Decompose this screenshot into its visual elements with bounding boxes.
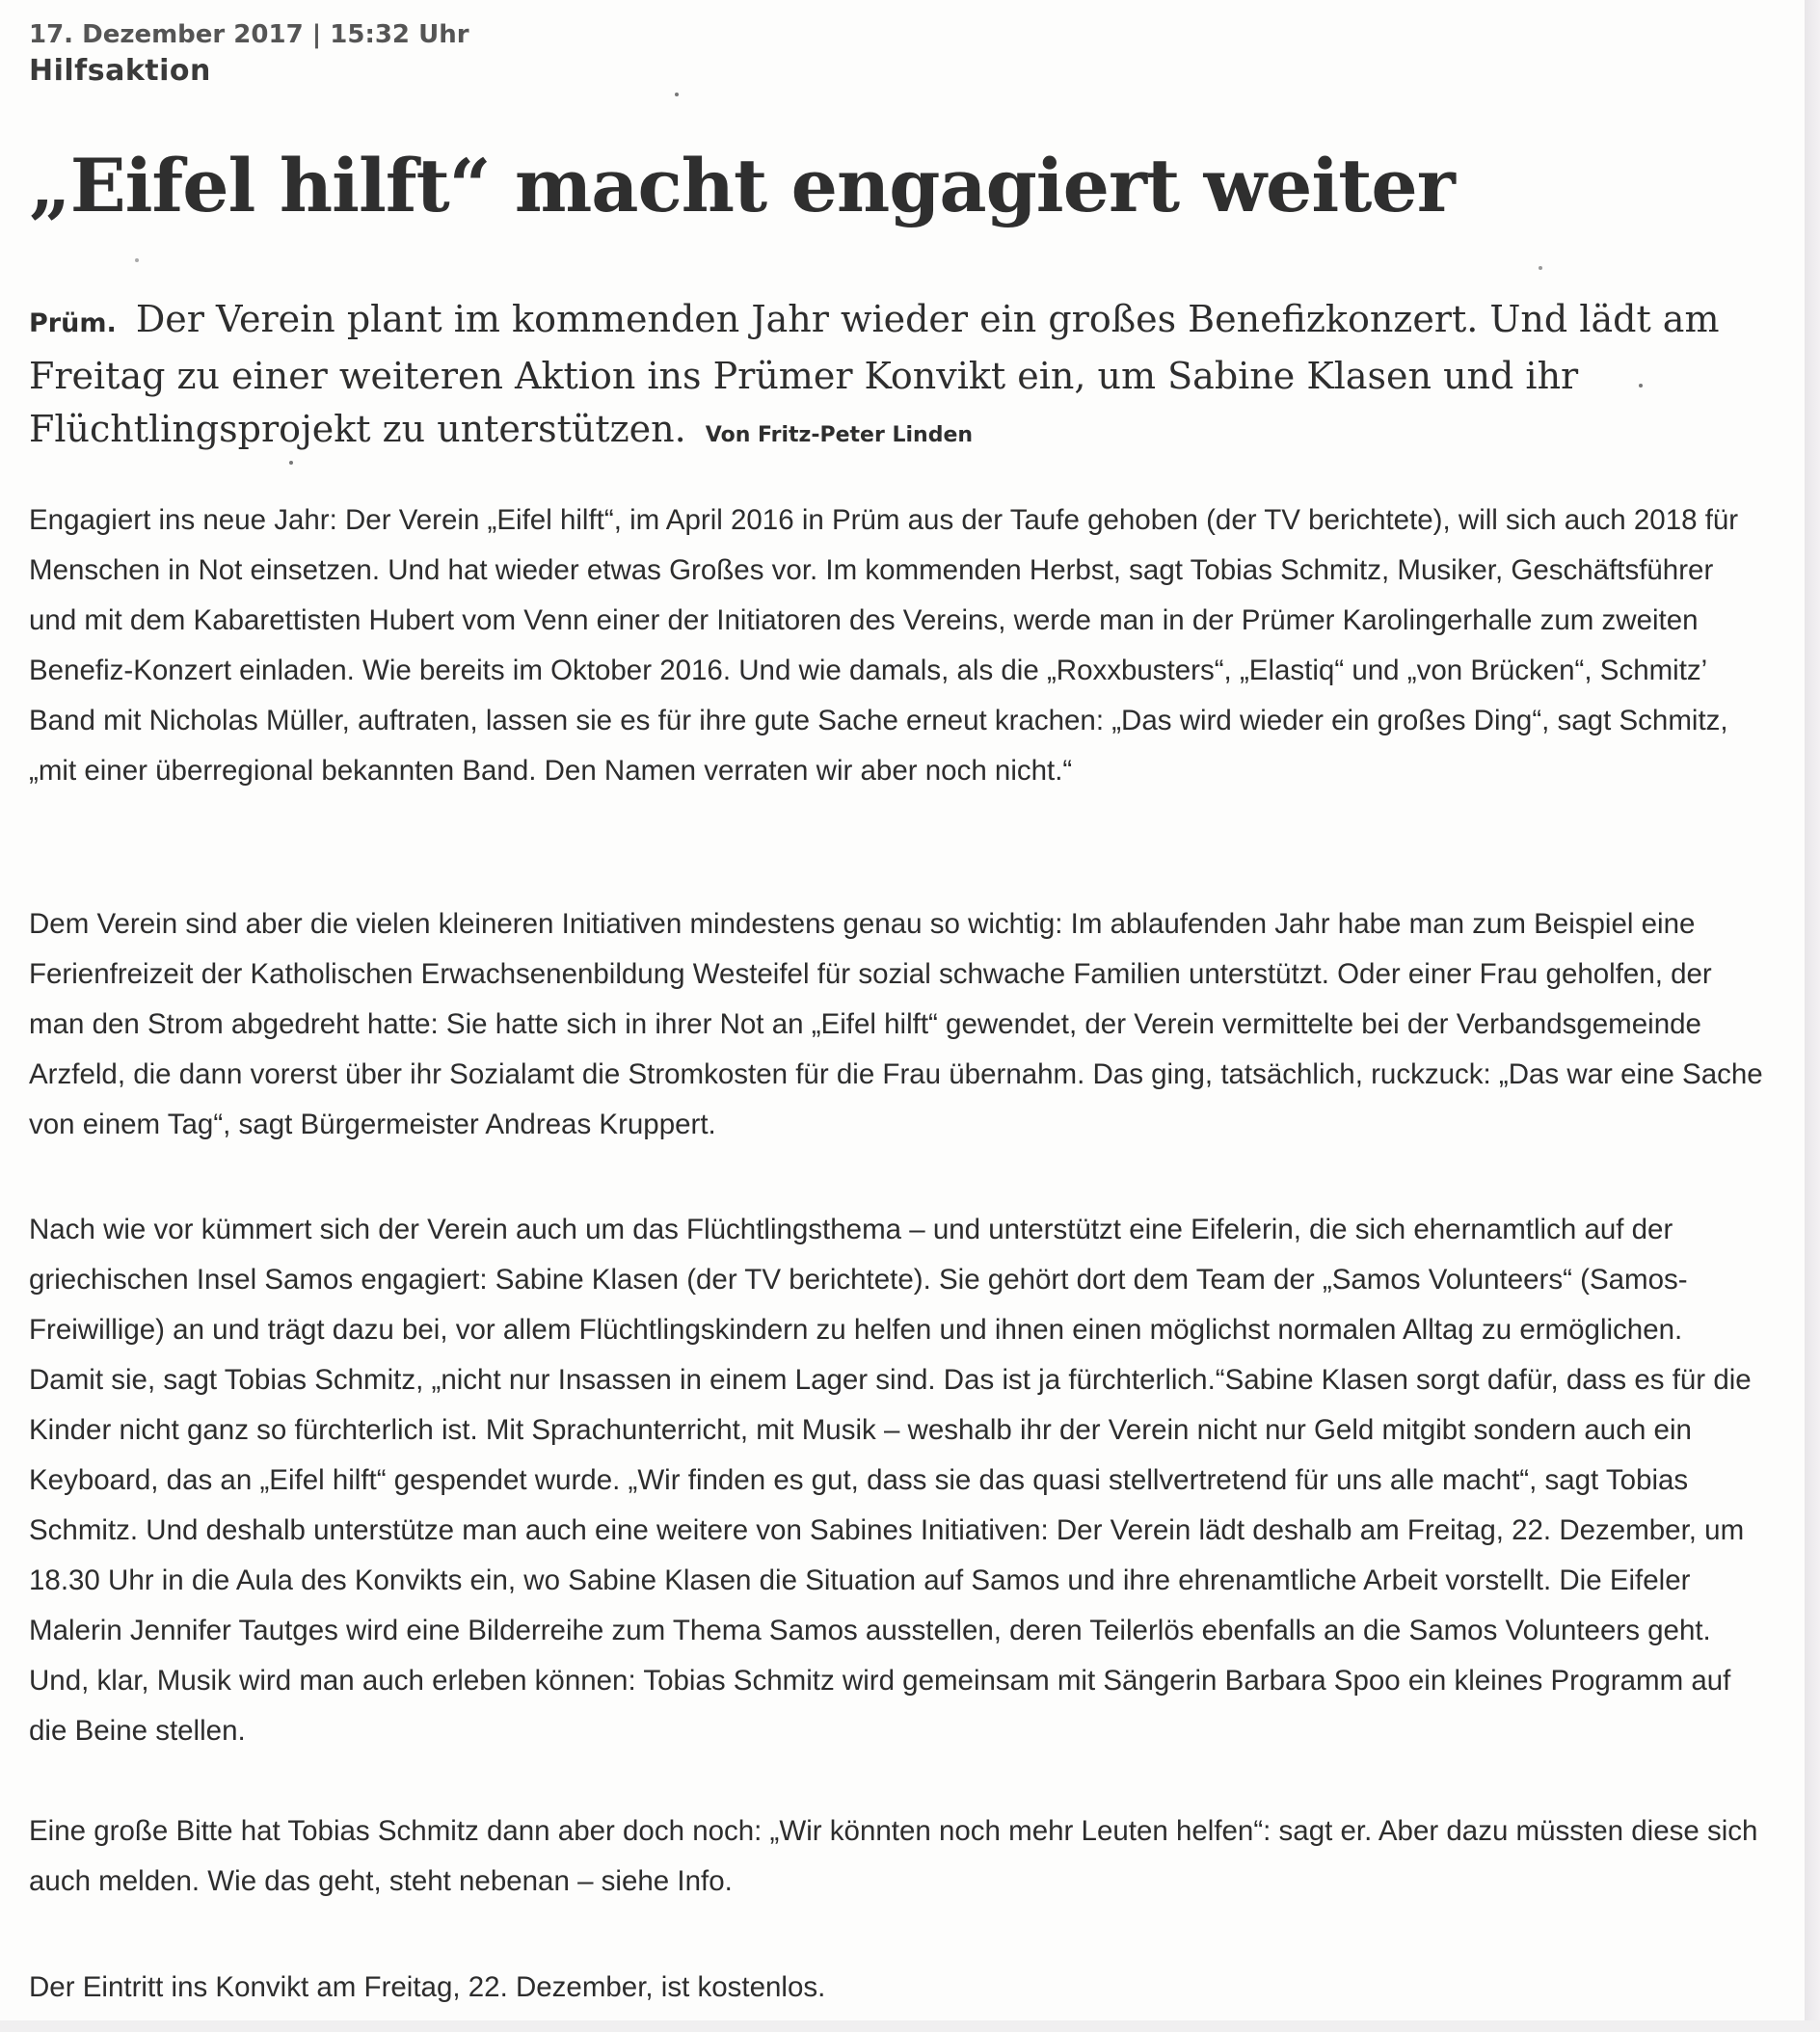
scan-speck: [675, 93, 679, 96]
scan-speck: [135, 258, 139, 262]
scan-speck: [289, 461, 293, 465]
body-paragraph-4: Eine große Bitte hat Tobias Schmitz dann aber doch noch: „Wir könnten noch mehr Leuten helfen“: sagt er. Aber dazu müssten diese sich auch melden. Wie das geht, steht nebenan – siehe Info.: [29, 1815, 1758, 1897]
article-teaser: [29, 293, 1745, 462]
page-edge: [1805, 0, 1820, 2032]
body-paragraph-1: Engagiert ins neue Jahr: Der Verein „Eifel hilft“, im April 2016 in Prüm aus der Taufe gehoben (der TV berichtete), will sich auch 2018 für Menschen in Not einsetzen. Und hat wieder etwas Großes vor. Im kommenden Herbst, sagt Tobias Schmitz, Musiker, Geschäftsführer und mit dem Kabarettisten Hubert vom Venn einer der Initiatoren des Vereins, werde man in der Prümer Karolingerhalle zum zweiten Benefiz-Konzert einladen. Wie bereits im Oktober 2016. Und wie damals, als die „Roxxbusters“, „Elastiq“ und „von Brücken“, Schmitz’ Band mit Nicholas Müller, auftraten, lassen sie es für ihre gute Sache erneut krachen: „Das wird wieder ein großes Ding“, sagt Schmitz, „mit einer überregional bekannten Band. Den Namen verraten wir aber noch nicht.“: [29, 504, 1739, 787]
teaser-place: Prüm.: [29, 308, 117, 338]
body-paragraph-2: Dem Verein sind aber die vielen kleineren Initiativen mindestens genau so wichtig: Im ablaufenden Jahr habe man zum Beispiel eine Ferienfreizeit der Katholischen Erwachsenenbildung Westeifel für sozial schwache Familien unterstützt. Oder einer Frau geholfen, der man den Strom abgedreht hatte: Sie hatte sich in ihrer Not an „Eifel hilft“ gewendet, der Verein vermittelte bei der Verbandsgemeinde Arzfeld, die dann vorerst über ihr Sozialamt die Stromkosten für die Frau übernahm. Das ging, tatsächlich, ruckzuck: „Das war eine Sache von einem Tag“, sagt Bürgermeister Andreas Kruppert.: [29, 908, 1763, 1140]
article-author: Von Fritz-Peter Linden: [705, 423, 974, 447]
article-headline: „Eifel hilft“ macht engagiert weiter: [29, 143, 1455, 228]
scan-speck: [1539, 266, 1542, 270]
article-kicker: Hilfsaktion: [29, 54, 211, 88]
page-bottom-edge: [0, 2020, 1820, 2032]
teaser-text: Der Verein plant im kommenden Jahr wieder ein großes Benefizkonzert. Und lädt am Freitag zu einer weiteren Aktion ins Prümer Konvikt ein, um Sabine Klasen und ihr Flüchtlingsprojekt zu unterstützen.: [29, 298, 1720, 450]
body-paragraph-5: Der Eintritt ins Konvikt am Freitag, 22. Dezember, ist kostenlos.: [29, 1971, 826, 2003]
body-paragraph-3: Nach wie vor kümmert sich der Verein auch um das Flüchtlingsthema – und unterstützt eine Eifelerin, die sich ehernamtlich auf der griechischen Insel Samos engagiert: Sabine Klasen (der TV berichtete). Sie gehört dort dem Team der „Samos Volunteers“ (Samos-Freiwillige) an und trägt dazu bei, vor allem Flüchtlingskindern zu helfen und ihnen einen möglichst normalen Alltag zu ermöglichen. Damit sie, sagt Tobias Schmitz, „nicht nur Insassen in einem Lager sind. Das ist ja fürchterlich.“Sabine Klasen sorgt dafür, dass es für die Kinder nicht ganz so fürchterlich ist. Mit Sprachunterricht, mit Musik – weshalb ihr der Verein nicht nur Geld mitgibt sondern auch ein Keyboard, das an „Eifel hilft“ gespendet wurde. „Wir finden es gut, dass sie das quasi stellvertretend für uns alle macht“, sagt Tobias Schmitz. Und deshalb unterstütze man auch eine weitere von Sabines Initiativen: Der Verein lädt deshalb am Freitag, 22. Dezember, um 18.30 Uhr in die Aula des Konvikts ein, wo Sabine Klasen die Situation auf Samos und ihre ehrenamtliche Arbeit vorstellt. Die Eifeler Malerin Jennifer Tautges wird eine Bilderreihe zum Thema Samos ausstellen, deren Teilerlös ebenfalls an die Samos Volunteers geht. Und, klar, Musik wird man auch erleben können: Tobias Schmitz wird gemeinsam mit Sängerin Barbara Spoo ein kleines Programm auf die Beine stellen.: [29, 1214, 1752, 1747]
article-dateline: 17. Dezember 2017 | 15:32 Uhr: [29, 20, 469, 49]
scan-speck: [1639, 384, 1643, 388]
article: [29, 17, 1763, 2003]
